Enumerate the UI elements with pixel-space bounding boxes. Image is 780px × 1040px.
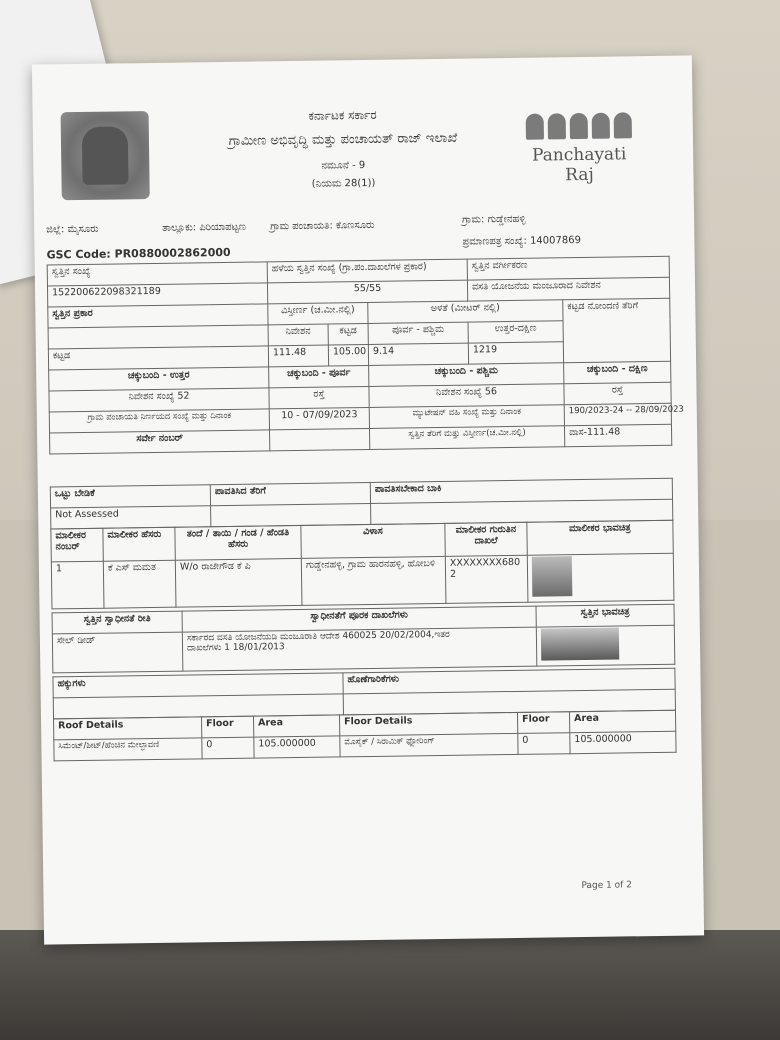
encumbrances-label: ಹೊಣೆಗಾರಿಕೆಗಳು bbox=[343, 668, 675, 694]
category-label: ಸ್ವತ್ತಿನ ವರ್ಗೀಕರಣ bbox=[467, 256, 669, 280]
roof-floor-label: Floor bbox=[202, 716, 254, 738]
rights-label: ಹಕ್ಕುಗಳು bbox=[53, 673, 343, 698]
header-line-2: ಗ್ರಾಮೀಣ ಅಭಿವೃದ್ಧಿ ಮತ್ತು ಪಂಚಾಯತ್ ರಾಜ್ ಇಲಾಖೆ bbox=[228, 130, 458, 149]
address-label: ವಿಳಾಸ bbox=[301, 523, 445, 558]
ownership-table bbox=[52, 604, 676, 674]
total-demand-label: ಒಟ್ಟು ಬೇಡಿಕೆ bbox=[50, 485, 210, 508]
ownership-mode-label: ಸ್ವತ್ತಿನ ಸ್ವಾಧೀನತೆ ರೀತಿ bbox=[52, 611, 182, 634]
owner-name: ಕೆ ಎಸ್ ಮಮತ bbox=[103, 560, 176, 608]
building-area-value: 105.00 bbox=[328, 344, 368, 366]
north-boundary-label: ಚಕ್ಕುಬಂದಿ - ಉತ್ತರ bbox=[49, 367, 269, 391]
owner-number-label: ಮಾಲೀಕರ ನಂಬರ್ bbox=[51, 528, 103, 562]
old-property-label: ಹಳೆಯ ಸ್ವತ್ತಿನ ಸಂಖ್ಯೆ (ಗ್ರಾ.ಪಂ.ದಾಖಲೆಗಳ ಪ್ರಕಾರ) bbox=[267, 259, 467, 283]
gram-panchayat: ಗ್ರಾಮ ಪಂಚಾಯತಿ: ಕೊಣಸೂರು bbox=[270, 219, 375, 233]
panchayati-raj-logo bbox=[519, 108, 640, 186]
property-id-value: 152200622098321189 bbox=[47, 283, 267, 307]
owner-number: 1 bbox=[51, 561, 104, 609]
property-photo bbox=[541, 628, 619, 661]
area-label: ವಿಸ್ತೀರ್ಣ (ಚ.ಮೀ.ನಲ್ಲಿ) bbox=[268, 302, 368, 324]
property-type-label: ಸ್ವತ್ತಿನ ಪ್ರಕಾರ bbox=[48, 304, 268, 328]
tax-paid-label: ಪಾವತಿಸಿದ ತೆರಿಗೆ bbox=[210, 482, 370, 505]
west-boundary-label: ಚಕ್ಕುಬಂದಿ - ಪಶ್ಚಿಮ bbox=[369, 363, 564, 387]
village: ಗ್ರಾಮ: ಗುಡ್ಡೇನಹಳ್ಳಿ bbox=[462, 213, 526, 226]
karnataka-emblem-icon bbox=[61, 111, 150, 200]
building-label: ಕಟ್ಟಡ bbox=[328, 323, 368, 345]
south-boundary-label: ಚಕ್ಕುಬಂದಿ - ದಕ್ಷಿಣ bbox=[564, 361, 671, 383]
north-boundary-value: ನಿವೇಶನ ಸಂಖ್ಯೆ 52 bbox=[49, 388, 269, 412]
floor-details-label: Floor Details bbox=[339, 712, 517, 735]
category-value: ವಸತಿ ಯೋಜನೆಯ ಮಂಜೂರಾದ ನಿವೇಶನ bbox=[467, 277, 669, 301]
roof-floor-value: 0 bbox=[202, 737, 254, 759]
east-west-label: ಪೂರ್ವ - ಪಶ್ಚಿಮ bbox=[368, 322, 468, 344]
owner-name-label: ಮಾಲೀಕರ ಹೆಸರು bbox=[103, 527, 175, 561]
relation-label: ತಂದೆ / ತಾಯಿ / ಗಂಡ / ಹೆಂಡತಿ ಹೆಸರು bbox=[175, 525, 301, 560]
roof-area-label: Area bbox=[254, 715, 340, 737]
owner-photo-label: ಮಾಲೀಕರ ಭಾವಚಿತ್ರ bbox=[527, 520, 673, 555]
owner-table bbox=[50, 520, 674, 610]
owner-address: ಗುಡ್ಡೇನಹಳ್ಳಿ, ಗ್ರಾಮ ಹಾರನಹಳ್ಳಿ, ಹೋಬಳಿ bbox=[301, 556, 446, 605]
total-demand-value: Not Assessed bbox=[51, 506, 211, 529]
owner-id-value: XXXXXXXX6802 bbox=[445, 555, 528, 603]
owner-photo bbox=[532, 556, 573, 597]
ownership-docs-label: ಸ್ವಾಧೀನತೆಗೆ ಪೂರಕ ದಾಖಲೆಗಳು bbox=[182, 606, 536, 632]
east-boundary-value: ರಸ್ತೆ bbox=[269, 386, 369, 408]
north-south-value: 1219 bbox=[468, 342, 563, 364]
building-tax-label: ಕಟ್ಟಡ ನೋಂದಣಿ ತೆರಿಗೆ bbox=[563, 298, 671, 362]
owner-relation: W/o ರಾಜೇಗೌಡ ಕೆ ಪಿ bbox=[175, 558, 302, 607]
roof-area-value: 105.000000 bbox=[254, 736, 340, 758]
taluk: ತಾಲ್ಲೂಕು: ಪಿರಿಯಾಪಟ್ಟಣ bbox=[162, 221, 247, 234]
gp-resolution-value: 10 - 07/09/2023 bbox=[269, 407, 369, 429]
gp-resolution-label: ಗ್ರಾಮ ಪಂಚಾಯತಿ ನಿರ್ಣಯದ ಸಂಖ್ಯೆ ಮತ್ತು ದಿನಾಂಕ bbox=[49, 409, 269, 433]
roof-type-value: ಸಿಮೆಂಟ್/ಶೀಟ್/ಹೆಂಚಿನ ಮೇಲ್ಛಾವಣಿ bbox=[54, 738, 202, 761]
ownership-docs-value-2: ದಾಖಲೆಗಳು 1 18/01/2013 bbox=[186, 642, 285, 654]
dimension-label: ಅಳತೆ (ಮೀಟರ್ ನಲ್ಲಿ) bbox=[368, 300, 563, 324]
form-9-document bbox=[32, 55, 704, 944]
floor-background bbox=[0, 930, 780, 1040]
header-line-1: ಕರ್ನಾಟಕ ಸರ್ಕಾರ bbox=[308, 107, 377, 123]
site-label: ನಿವೇಶನ bbox=[268, 324, 328, 346]
mutation-label: ಮ್ಯುಟೇಷನ್ ವಹಿ ಸಂಖ್ಯೆ ಮತ್ತು ದಿನಾಂಕ bbox=[369, 405, 564, 429]
site-area-value: 111.48 bbox=[268, 345, 328, 367]
floor-area-value: 105.000000 bbox=[570, 731, 676, 753]
south-boundary-value: ರಸ್ತೆ bbox=[564, 382, 671, 404]
floor-type-value: ಮೊಸೈಕ್ / ಸಿರಾಮಿಕ್ ಫ್ಲೋರಿಂಗ್ bbox=[340, 733, 518, 756]
district: ಜಿಲ್ಲೆ: ಮೈಸೂರು bbox=[46, 223, 99, 236]
floor-floor-value: 0 bbox=[518, 733, 570, 755]
north-south-label: ಉತ್ತರ-ದಕ್ಷಿಣ bbox=[468, 321, 563, 343]
balance-due-label: ಪಾವತಿಸಬೇಕಾದ ಬಾಕಿ bbox=[370, 478, 672, 503]
east-boundary-label: ಚಕ್ಕುಬಂದಿ - ಪೂರ್ವ bbox=[269, 365, 369, 387]
header-line-4: (ನಿಯಮ 28(1)) bbox=[311, 177, 376, 190]
ownership-docs-value: ಸರ್ಕಾರದ ವಸತಿ ಯೋಜನೆಯಡಿ ಮಂಜೂರಾತಿ ಆದೇಶ 460025 20/02/2004,ಇತರ bbox=[186, 629, 450, 644]
owner-id-label: ಮಾಲೀಕರ ಗುರುತಿನ ದಾಖಲೆ bbox=[445, 522, 527, 556]
floor-details-table bbox=[53, 710, 677, 762]
east-west-value: 9.14 bbox=[368, 343, 468, 365]
floor-floor-label: Floor bbox=[517, 712, 569, 734]
west-boundary-value: ನಿವೇಶನ ಸಂಖ್ಯೆ 56 bbox=[369, 384, 564, 408]
roof-details-label: Roof Details bbox=[54, 717, 202, 740]
old-property-value: 55/55 bbox=[267, 280, 467, 304]
mutation-value: 190/2023-24 -- 28/09/2023 bbox=[564, 403, 671, 425]
property-details-table bbox=[47, 256, 684, 455]
survey-number-label: ಸರ್ವೇ ನಂಬರ್ bbox=[50, 430, 270, 454]
gsc-code: GSC Code: PR0880002862000 bbox=[46, 245, 231, 262]
property-photo-label: ಸ್ವತ್ತಿನ ಭಾವಚಿತ್ರ bbox=[536, 604, 674, 627]
floor-area-label: Area bbox=[569, 710, 675, 732]
page-number: Page 1 of 2 bbox=[581, 880, 632, 892]
header-line-3: ನಮೂನೆ - 9 bbox=[321, 160, 366, 172]
certificate-number: ಪ್ರಮಾಣಪತ್ರ ಸಂಖ್ಯೆ: 14007869 bbox=[462, 235, 582, 248]
property-type-value: ಕಟ್ಟಡ bbox=[48, 346, 268, 370]
property-id-label: ಸ್ವತ್ತಿನ ಸಂಖ್ಯೆ bbox=[47, 262, 267, 286]
total-area-label: ಸ್ವತ್ತಿನ ತೆರಿಗೆ ಮತ್ತು ವಿಸ್ತೀರ್ಣ(ಚ.ಮೀ.ನಲ್ಲಿ) bbox=[370, 426, 565, 450]
logo-text: Panchayati Raj bbox=[531, 144, 627, 186]
ownership-mode-value: ಸೇಲ್ ಡೀಡ್ bbox=[52, 632, 183, 673]
total-area-value: ವಾಸ-111.48 bbox=[564, 424, 671, 446]
